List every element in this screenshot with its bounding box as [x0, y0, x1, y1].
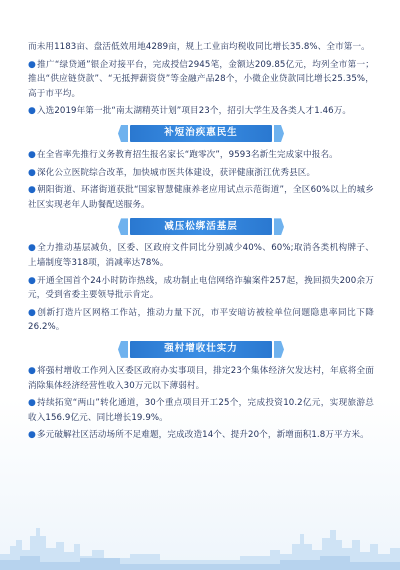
paragraph-text: 推广“绿贷通”银企对接平台，完成授信2945笔，金额达209.85亿元，均列全市第一；推出“供应链贷款”、“无抵押薪资贷”等金融产品28个，小微企业贷款同比增长25.35%，高于市平均。	[28, 59, 375, 99]
paragraph-top-0: 而未用1183亩、盘活低效用地4289亩，规上工业亩均税收同比增长35.8%、全市第一。	[28, 42, 370, 52]
paragraph-text: 全力推动基层减负，区委、区政府文件同比分别减少40%、60%;取消各类机构牌子、上墙制度等318项，消减率达78%。	[28, 243, 375, 268]
paragraph-text: 持续拓宽“两山”转化通道，30个重点项目开工25个，完成投资10.2亿元，实现旅游总收入156.9亿元、同比增长19.9%。	[28, 398, 374, 423]
bullet-icon: ●	[28, 307, 37, 318]
section-header-wrap	[28, 218, 374, 235]
section-header-wrap	[28, 341, 374, 358]
paragraph-text: 深化公立医院综合改革，加快城市医共体建设，获评健康浙江优秀县区。	[36, 167, 316, 178]
city-skyline-illustration	[0, 510, 400, 570]
paragraph-text: 在全省率先推行义务教育招生报名家长“跑零次”，9593名新生完成家中报名。	[36, 149, 338, 160]
paragraph	[28, 306, 374, 335]
bullet-icon: ●	[28, 398, 37, 409]
bullet-icon: ●	[28, 430, 36, 441]
paragraph	[28, 241, 374, 270]
bullet-icon: ●	[28, 149, 36, 160]
paragraph-text: 朝阳街道、环渚街道获批“国家智慧健康养老应用试点示范街道”，全区60%以上的城乡社区实现老年人助餐配送服务。	[28, 185, 375, 210]
paragraph-text: 入选2019年第一批“南太湖精英计划”项目23个，招引大学生及各类人才1.46万。	[36, 106, 352, 117]
bullet-icon: ●	[28, 365, 37, 376]
bullet-icon: ●	[28, 243, 37, 254]
paragraph	[28, 166, 374, 181]
paragraph-text: 多元破解社区活动场所不足难题，完成改造14个、提升20个，新增面积1.8万平方米。	[36, 430, 369, 441]
section-title-3: 强村增收壮实力	[130, 341, 272, 358]
paragraph	[28, 183, 374, 212]
paragraph-top-1	[28, 58, 374, 102]
bullet-icon: ●	[28, 185, 37, 196]
document-body	[28, 40, 374, 446]
paragraph	[28, 148, 374, 163]
bullet-icon: ●	[28, 167, 36, 178]
section-title-2: 减压松绑活基层	[130, 218, 272, 235]
paragraph-text: 将强村增收工作列入区委区政府办实事项目，排定23个集体经济欠发达村，年底将全面消除集体经济经营性收入30万元以下薄弱村。	[28, 365, 375, 391]
paragraph-top-2	[28, 104, 374, 119]
paragraph	[28, 274, 374, 303]
paragraph	[28, 364, 374, 393]
section-title-1: 补短治疾惠民生	[130, 125, 272, 142]
paragraph-text: 开通全国首个24小时防诈热线，成功制止电信网络诈骗案件257起，挽回损失200余万元，受到省委主要领导批示肯定。	[28, 275, 374, 301]
paragraph	[28, 396, 374, 425]
bullet-icon: ●	[28, 59, 37, 70]
bullet-icon: ●	[28, 275, 37, 286]
section-header-wrap	[28, 125, 374, 142]
paragraph-text: 创新打造片区网格工作站，推动力量下沉，市平安暗访被检单位问题隐患率同比下降26.2%。	[28, 307, 375, 333]
bullet-icon: ●	[28, 106, 36, 117]
paragraph	[28, 428, 374, 443]
